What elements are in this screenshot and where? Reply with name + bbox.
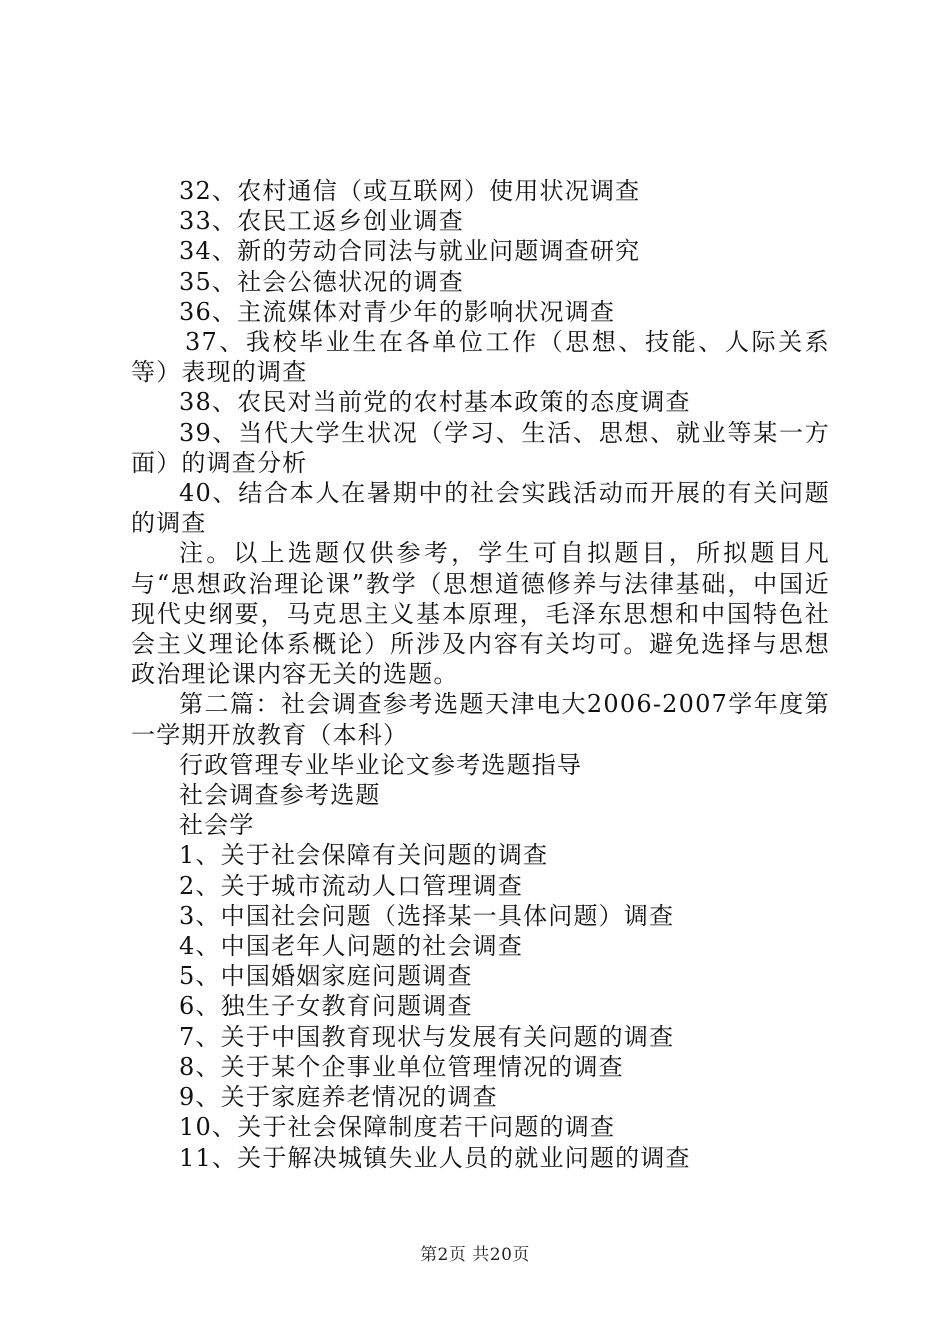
list-item: 7、关于中国教育现状与发展有关问题的调查 — [179, 1022, 675, 1051]
page-footer — [0, 1244, 950, 1266]
page-number-label: 第2页 共20页 — [420, 1245, 530, 1265]
paragraph: 34、新的劳动合同法与就业问题调查研究 — [179, 237, 641, 266]
list-item: 2、关于城市流动人口管理调查 — [179, 871, 524, 900]
paragraph: 社会学 — [179, 811, 255, 840]
paragraph: 社会调查参考选题 — [179, 781, 381, 810]
list-item: 1、关于社会保障有关问题的调查 — [179, 841, 549, 870]
list-item: 9、关于家庭养老情况的调查 — [179, 1083, 498, 1112]
paragraph: 33、农民工返乡创业调查 — [179, 207, 464, 236]
list-item: 5、中国婚姻家庭问题调查 — [179, 962, 473, 991]
list-item: 11、关于解决城镇失业人员的就业问题的调查 — [179, 1143, 691, 1172]
note-paragraph: 注。以上选题仅供参考，学生可自拟题目，所拟题目凡与“思想政治理论课”教学（思想道德修养与法律基础，中国近现代史纲要，马克思主义基本原理，毛泽东思想和中国特色社会主义理论体系概论）所涉及内容有关均可。避免选择与思想政治理论课内容无关的选题。 — [131, 539, 830, 689]
list-item: 10、关于社会保障制度若干问题的调查 — [179, 1113, 616, 1142]
list-item: 3、中国社会问题（选择某一具体问题）调查 — [179, 901, 675, 930]
paragraph: 36、主流媒体对青少年的影响状况调查 — [179, 297, 616, 326]
paragraph: 38、农民对当前党的农村基本政策的态度调查 — [179, 388, 691, 417]
paragraph: 40、结合本人在暑期中的社会实践活动而开展的有关问题的调查 — [131, 479, 830, 538]
section-heading: 第二篇：社会调查参考选题天津电大2006-2007学年度第一学期开放教育（本科） — [131, 690, 830, 749]
list-item: 6、独生子女教育问题调查 — [179, 992, 473, 1021]
list-item: 4、中国老年人问题的社会调查 — [179, 932, 524, 961]
paragraph: 39、当代大学生状况（学习、生活、思想、就业等某一方面）的调查分析 — [131, 418, 830, 477]
document-body — [131, 176, 830, 1173]
list-item: 8、关于某个企事业单位管理情况的调查 — [179, 1052, 624, 1081]
paragraph: 32、农村通信（或互联网）使用状况调查 — [179, 177, 641, 205]
paragraph: 行政管理专业毕业论文参考选题指导 — [179, 750, 583, 779]
paragraph: 37、我校毕业生在各单位工作（思想、技能、人际关系等）表现的调查 — [131, 328, 830, 387]
paragraph: 35、社会公德状况的调查 — [179, 267, 464, 296]
